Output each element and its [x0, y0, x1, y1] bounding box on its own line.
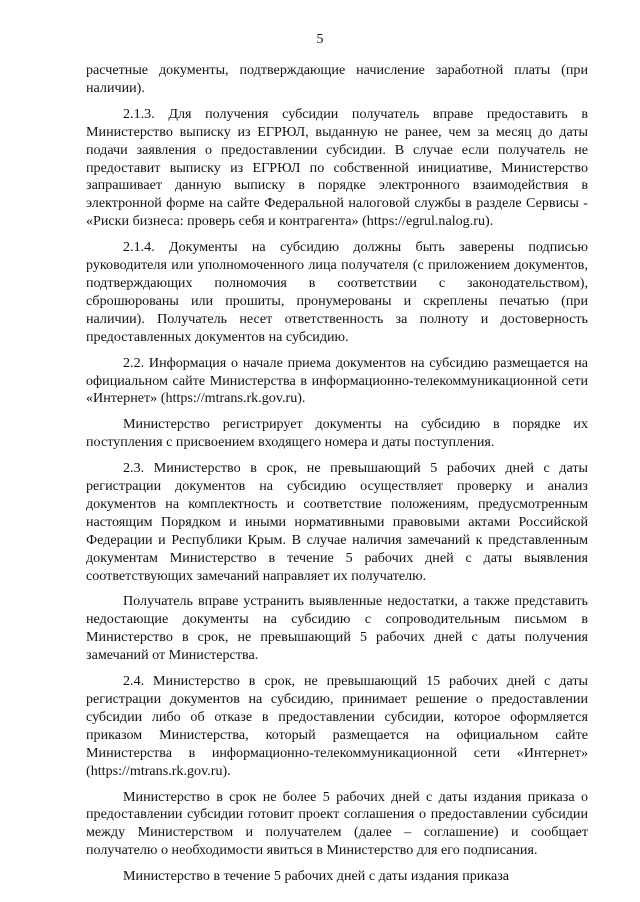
paragraph-2-3: 2.3. Министерство в срок, не превышающий 5 рабочих дней с даты регистрации документов на субсидию осуществляет проверку и анализ документов на комплектность и соответствие положениям, предусмотренным настоящим Порядком и иными нормативными правовыми актами Российской Федерации и Республики Крым. В случае наличия замечаний к представленным документам Министерство в течение 5 рабочих дней с даты выявления соответствующих замечаний направляет их получателю. [86, 460, 588, 584]
paragraph-corrections: Получатель вправе устранить выявленные недостатки, а также представить недостающие документы на субсидию с сопроводительным письмом в Министерство в срок, не превышающий 5 рабочих дней с даты получения замечаний от Министерства. [86, 593, 588, 664]
paragraph-continuation: расчетные документы, подтверждающие начисление заработной платы (при наличии). [86, 62, 588, 96]
paragraph-2-1-3: 2.1.3. Для получения субсидии получатель вправе предоставить в Министерство выписку из ЕГРЮЛ, выданную не ранее, чем за месяц до даты подачи заявления о предоставлении субсидии. В случае если получатель не предоставит выписку из ЕГРЮЛ по собственной инициативе, Министерство запрашивает данную выписку в порядке электронного взаимодействия в электронной форме на сайте Федеральной налоговой службы в разделе Сервисы - «Риски бизнеса: проверь себя и контрагента» (https://egrul.nalog.ru). [86, 105, 588, 230]
paragraph-truncated: Министерство в течение 5 рабочих дней с даты издания приказа [123, 868, 510, 885]
paragraph-agreement: Министерство в срок не более 5 рабочих дней с даты издания приказа о предоставлении субсидии готовит проект соглашения о предоставлении субсидии между Министерством и получателем (далее – соглашение) и сообщает получателю о необходимости явиться в Министерство для его подписания. [86, 788, 588, 859]
paragraph-2-2: 2.2. Информация о начале приема документов на субсидию размещается на официальном сайте Министерства в информационно-телекоммуникационной сети «Интернет» (https://mtrans.rk.gov.ru). [86, 354, 588, 407]
paragraph-2-1-4: 2.1.4. Документы на субсидию должны быть заверены подписью руководителя или уполномоченного лица получателя (с приложением документов, подтверждающих полномочия в соответствии с законодательством), сброшюрованы или прошиты, пронумерованы и скреплены печатью (при наличии). Получатель несет ответственность за полноту и достоверность предоставленных документов на субсидию. [86, 239, 588, 345]
page-number: 5 [316, 32, 324, 47]
document-body [86, 62, 588, 886]
paragraph-registration: Министерство регистрирует документы на субсидию в порядке их поступления с присвоением входящего номера и даты поступления. [86, 416, 588, 451]
paragraph-2-4: 2.4. Министерство в срок, не превышающий 15 рабочих дней с даты регистрации документов на субсидию, принимает решение о предоставлении субсидии либо об отказе в предоставлении субсидии, которое оформляется приказом Министерства, который размещается на официальном сайте Министерства в информационно-телекоммуникационной сети «Интернет» (https://mtrans.rk.gov.ru). [86, 673, 588, 779]
